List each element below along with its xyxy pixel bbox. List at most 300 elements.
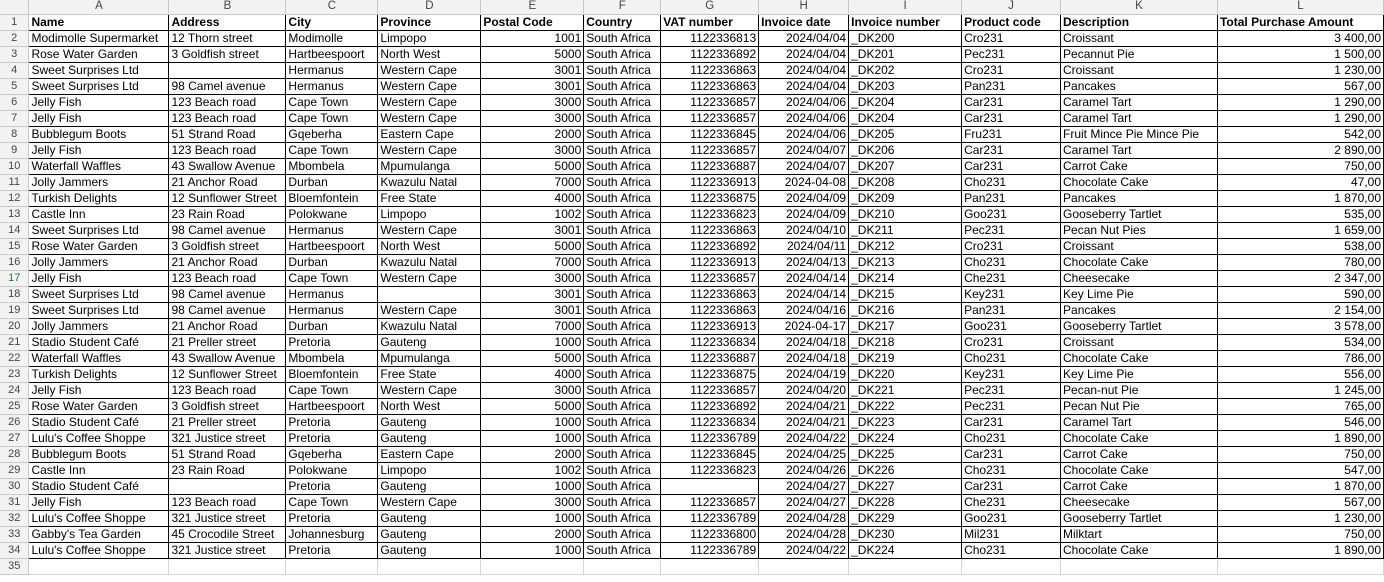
table-cell[interactable]: Kwazulu Natal (378, 254, 481, 270)
table-cell[interactable]: 45 Crocodile Street (169, 526, 286, 542)
table-cell[interactable]: Bloemfontein (286, 366, 378, 382)
table-cell[interactable]: Bubblegum Boots (29, 126, 169, 142)
table-cell[interactable]: 1122336875 (661, 190, 759, 206)
table-cell[interactable] (378, 558, 481, 574)
table-cell[interactable]: _DK211 (849, 222, 962, 238)
table-cell[interactable]: Cheesecake (1061, 494, 1218, 510)
table-cell[interactable]: _DK218 (849, 334, 962, 350)
table-cell[interactable]: Hermanus (286, 78, 378, 94)
table-cell[interactable]: Chocolate Cake (1061, 462, 1218, 478)
row-header[interactable]: 23 (0, 366, 29, 382)
table-cell[interactable]: South Africa (584, 62, 661, 78)
table-cell[interactable] (661, 478, 759, 494)
header-cell[interactable]: VAT number (661, 14, 759, 30)
row-header[interactable]: 6 (0, 94, 29, 110)
table-cell[interactable]: South Africa (584, 302, 661, 318)
table-cell[interactable]: 12 Sunflower Street (169, 190, 286, 206)
table-cell[interactable]: Durban (286, 174, 378, 190)
table-cell[interactable]: 2000 (481, 526, 584, 542)
table-cell[interactable]: Lulu's Coffee Shoppe (29, 510, 169, 526)
table-cell[interactable]: 2 154,00 (1217, 302, 1383, 318)
row-header[interactable]: 35 (0, 558, 29, 574)
table-cell[interactable]: Caramel Tart (1061, 414, 1218, 430)
table-cell[interactable]: Pretoria (286, 430, 378, 446)
table-cell[interactable]: North West (378, 398, 481, 414)
table-cell[interactable]: 321 Justice street (169, 510, 286, 526)
table-cell[interactable]: Pretoria (286, 478, 378, 494)
table-cell[interactable]: 590,00 (1217, 286, 1383, 302)
table-cell[interactable]: South Africa (584, 94, 661, 110)
table-cell[interactable]: 2024/04/09 (759, 206, 849, 222)
table-cell[interactable]: 1 870,00 (1217, 478, 1383, 494)
header-cell[interactable]: Invoice number (849, 14, 962, 30)
table-cell[interactable]: 535,00 (1217, 206, 1383, 222)
table-cell[interactable]: Che231 (962, 494, 1061, 510)
table-cell[interactable]: 1001 (481, 30, 584, 46)
table-cell[interactable]: 2024/04/26 (759, 462, 849, 478)
table-cell[interactable]: Polokwane (286, 462, 378, 478)
table-cell[interactable]: 1122336892 (661, 238, 759, 254)
column-header-l[interactable]: L (1217, 0, 1383, 14)
column-header-j[interactable]: J (962, 0, 1061, 14)
table-cell[interactable]: _DK208 (849, 174, 962, 190)
table-cell[interactable]: Cho231 (962, 542, 1061, 558)
table-cell[interactable]: Jolly Jammers (29, 174, 169, 190)
table-cell[interactable]: Key231 (962, 366, 1061, 382)
table-cell[interactable]: 21 Anchor Road (169, 174, 286, 190)
table-cell[interactable]: Gooseberry Tartlet (1061, 206, 1218, 222)
table-cell[interactable]: Rose Water Garden (29, 46, 169, 62)
table-cell[interactable]: Gqeberha (286, 446, 378, 462)
table-cell[interactable]: _DK222 (849, 398, 962, 414)
table-cell[interactable] (29, 558, 169, 574)
table-cell[interactable] (759, 558, 849, 574)
table-cell[interactable]: Cheesecake (1061, 270, 1218, 286)
table-cell[interactable]: Gauteng (378, 334, 481, 350)
table-cell[interactable]: 1 500,00 (1217, 46, 1383, 62)
table-cell[interactable]: _DK219 (849, 350, 962, 366)
table-cell[interactable]: 5000 (481, 46, 584, 62)
row-header[interactable]: 28 (0, 446, 29, 462)
row-header[interactable]: 8 (0, 126, 29, 142)
table-cell[interactable]: Chocolate Cake (1061, 350, 1218, 366)
table-cell[interactable]: South Africa (584, 366, 661, 382)
column-header-f[interactable]: F (584, 0, 661, 14)
table-cell[interactable]: Gabby's Tea Garden (29, 526, 169, 542)
table-cell[interactable]: 1122336875 (661, 366, 759, 382)
table-cell[interactable]: Mil231 (962, 526, 1061, 542)
table-cell[interactable]: 3 Goldfish street (169, 238, 286, 254)
table-cell[interactable]: Fruit Mince Pie Mince Pie (1061, 126, 1218, 142)
table-cell[interactable]: 2024/04/14 (759, 286, 849, 302)
table-cell[interactable]: Lulu's Coffee Shoppe (29, 430, 169, 446)
table-cell[interactable]: South Africa (584, 494, 661, 510)
table-cell[interactable]: 1122336913 (661, 254, 759, 270)
table-cell[interactable]: Western Cape (378, 270, 481, 286)
table-cell[interactable]: Hartbeespoort (286, 398, 378, 414)
table-cell[interactable]: Gauteng (378, 510, 481, 526)
table-cell[interactable]: Lulu's Coffee Shoppe (29, 542, 169, 558)
table-cell[interactable]: Gauteng (378, 478, 481, 494)
table-cell[interactable]: Pec231 (962, 398, 1061, 414)
select-all-corner[interactable] (0, 0, 29, 14)
table-cell[interactable]: 4000 (481, 190, 584, 206)
table-cell[interactable]: Hermanus (286, 286, 378, 302)
table-cell[interactable]: Key Lime Pie (1061, 366, 1218, 382)
table-cell[interactable]: 3000 (481, 142, 584, 158)
table-cell[interactable]: 1 245,00 (1217, 382, 1383, 398)
table-cell[interactable]: Castle Inn (29, 462, 169, 478)
table-cell[interactable]: Western Cape (378, 94, 481, 110)
table-cell[interactable]: Western Cape (378, 142, 481, 158)
table-cell[interactable]: South Africa (584, 46, 661, 62)
table-cell[interactable]: South Africa (584, 270, 661, 286)
table-cell[interactable]: _DK203 (849, 78, 962, 94)
table-cell[interactable]: Caramel Tart (1061, 110, 1218, 126)
table-cell[interactable]: 1000 (481, 478, 584, 494)
table-cell[interactable]: 1 890,00 (1217, 430, 1383, 446)
table-cell[interactable]: Turkish Delights (29, 190, 169, 206)
table-cell[interactable]: _DK216 (849, 302, 962, 318)
table-cell[interactable]: 3001 (481, 62, 584, 78)
table-cell[interactable]: Western Cape (378, 382, 481, 398)
table-cell[interactable]: 1122336823 (661, 206, 759, 222)
table-cell[interactable]: Jelly Fish (29, 110, 169, 126)
table-cell[interactable]: Hermanus (286, 62, 378, 78)
table-cell[interactable]: Gauteng (378, 414, 481, 430)
table-cell[interactable]: _DK212 (849, 238, 962, 254)
row-header[interactable]: 14 (0, 222, 29, 238)
row-header[interactable]: 19 (0, 302, 29, 318)
table-cell[interactable] (962, 558, 1061, 574)
table-cell[interactable]: 1 290,00 (1217, 110, 1383, 126)
table-cell[interactable]: 5000 (481, 350, 584, 366)
table-cell[interactable]: Limpopo (378, 206, 481, 222)
row-header[interactable]: 3 (0, 46, 29, 62)
row-header[interactable]: 34 (0, 542, 29, 558)
table-cell[interactable]: Jelly Fish (29, 142, 169, 158)
table-cell[interactable] (378, 286, 481, 302)
row-header[interactable]: 12 (0, 190, 29, 206)
table-cell[interactable]: _DK204 (849, 110, 962, 126)
table-cell[interactable]: Pecannut Pie (1061, 46, 1218, 62)
table-cell[interactable]: 51 Strand Road (169, 126, 286, 142)
table-cell[interactable]: _DK213 (849, 254, 962, 270)
table-cell[interactable]: 1000 (481, 510, 584, 526)
header-cell[interactable]: Description (1061, 14, 1218, 30)
table-cell[interactable]: 1122336823 (661, 462, 759, 478)
table-cell[interactable]: 1 290,00 (1217, 94, 1383, 110)
table-cell[interactable]: South Africa (584, 462, 661, 478)
table-cell[interactable]: _DK207 (849, 158, 962, 174)
table-cell[interactable]: 1000 (481, 414, 584, 430)
column-header-g[interactable]: G (661, 0, 759, 14)
table-cell[interactable]: 2024/04/18 (759, 350, 849, 366)
row-header[interactable]: 18 (0, 286, 29, 302)
table-cell[interactable]: _DK200 (849, 30, 962, 46)
column-header-d[interactable]: D (378, 0, 481, 14)
table-cell[interactable] (286, 558, 378, 574)
table-cell[interactable]: 2024/04/21 (759, 414, 849, 430)
row-header[interactable]: 22 (0, 350, 29, 366)
table-cell[interactable]: Eastern Cape (378, 446, 481, 462)
table-cell[interactable]: Car231 (962, 414, 1061, 430)
table-cell[interactable]: 2024/04/21 (759, 398, 849, 414)
table-cell[interactable]: Chocolate Cake (1061, 430, 1218, 446)
row-header[interactable]: 10 (0, 158, 29, 174)
table-cell[interactable]: 750,00 (1217, 158, 1383, 174)
row-header[interactable]: 7 (0, 110, 29, 126)
table-cell[interactable]: Mbombela (286, 350, 378, 366)
row-header[interactable]: 2 (0, 30, 29, 46)
header-cell[interactable]: Name (29, 14, 169, 30)
table-cell[interactable]: 2024/04/06 (759, 94, 849, 110)
table-cell[interactable]: 1122336892 (661, 398, 759, 414)
row-header[interactable]: 21 (0, 334, 29, 350)
row-header[interactable]: 20 (0, 318, 29, 334)
row-header[interactable]: 32 (0, 510, 29, 526)
table-cell[interactable]: 2024/04/19 (759, 366, 849, 382)
table-cell[interactable]: Pan231 (962, 302, 1061, 318)
table-cell[interactable]: Hermanus (286, 302, 378, 318)
table-cell[interactable]: 786,00 (1217, 350, 1383, 366)
row-header[interactable]: 11 (0, 174, 29, 190)
row-header[interactable]: 1 (0, 14, 29, 30)
table-cell[interactable]: 2024/04/25 (759, 446, 849, 462)
table-cell[interactable]: 123 Beach road (169, 494, 286, 510)
table-cell[interactable]: Croissant (1061, 30, 1218, 46)
table-cell[interactable] (1217, 558, 1383, 574)
table-cell[interactable]: 2024/04/09 (759, 190, 849, 206)
table-cell[interactable]: South Africa (584, 30, 661, 46)
table-cell[interactable]: 2024/04/04 (759, 30, 849, 46)
table-cell[interactable]: 43 Swallow Avenue (169, 158, 286, 174)
row-header[interactable]: 26 (0, 414, 29, 430)
row-header[interactable]: 30 (0, 478, 29, 494)
table-cell[interactable]: South Africa (584, 142, 661, 158)
table-cell[interactable]: Limpopo (378, 462, 481, 478)
table-cell[interactable]: 98 Camel avenue (169, 302, 286, 318)
table-cell[interactable]: 2024/04/18 (759, 334, 849, 350)
table-cell[interactable]: Pec231 (962, 46, 1061, 62)
table-cell[interactable]: 3000 (481, 110, 584, 126)
table-cell[interactable]: 123 Beach road (169, 270, 286, 286)
table-cell[interactable]: Carrot Cake (1061, 446, 1218, 462)
table-cell[interactable]: 556,00 (1217, 366, 1383, 382)
table-cell[interactable]: 123 Beach road (169, 94, 286, 110)
table-cell[interactable]: 1002 (481, 462, 584, 478)
table-cell[interactable]: Pretoria (286, 334, 378, 350)
table-cell[interactable]: South Africa (584, 526, 661, 542)
table-cell[interactable]: Jolly Jammers (29, 318, 169, 334)
table-cell[interactable]: South Africa (584, 334, 661, 350)
table-cell[interactable]: Pancakes (1061, 190, 1218, 206)
table-cell[interactable]: 1000 (481, 334, 584, 350)
table-cell[interactable]: Pecan-nut Pie (1061, 382, 1218, 398)
row-header[interactable]: 29 (0, 462, 29, 478)
table-cell[interactable]: Car231 (962, 446, 1061, 462)
table-cell[interactable]: Limpopo (378, 30, 481, 46)
table-cell[interactable] (661, 558, 759, 574)
table-cell[interactable]: 1122336789 (661, 430, 759, 446)
table-cell[interactable]: Castle Inn (29, 206, 169, 222)
table-cell[interactable]: Modimolle (286, 30, 378, 46)
table-cell[interactable]: Goo231 (962, 510, 1061, 526)
column-header-a[interactable]: A (29, 0, 169, 14)
table-cell[interactable]: Western Cape (378, 110, 481, 126)
table-cell[interactable]: 1122336913 (661, 318, 759, 334)
table-cell[interactable]: Pretoria (286, 542, 378, 558)
table-cell[interactable]: South Africa (584, 446, 661, 462)
row-header[interactable]: 24 (0, 382, 29, 398)
table-cell[interactable]: 1002 (481, 206, 584, 222)
table-cell[interactable]: 23 Rain Road (169, 462, 286, 478)
table-cell[interactable]: South Africa (584, 174, 661, 190)
table-cell[interactable]: Pan231 (962, 190, 1061, 206)
table-cell[interactable]: 542,00 (1217, 126, 1383, 142)
table-cell[interactable]: _DK230 (849, 526, 962, 542)
table-cell[interactable]: 123 Beach road (169, 142, 286, 158)
table-cell[interactable]: Free State (378, 366, 481, 382)
table-cell[interactable]: 3000 (481, 382, 584, 398)
column-header-h[interactable]: H (759, 0, 849, 14)
table-cell[interactable]: 1122336857 (661, 110, 759, 126)
table-cell[interactable]: Pecan Nut Pie (1061, 398, 1218, 414)
table-cell[interactable]: Gqeberha (286, 126, 378, 142)
row-header[interactable]: 4 (0, 62, 29, 78)
table-cell[interactable]: Goo231 (962, 318, 1061, 334)
table-cell[interactable]: Durban (286, 318, 378, 334)
table-cell[interactable]: Gooseberry Tartlet (1061, 510, 1218, 526)
table-cell[interactable]: 2024/04/16 (759, 302, 849, 318)
table-cell[interactable]: Jelly Fish (29, 94, 169, 110)
table-cell[interactable]: 2024/04/06 (759, 126, 849, 142)
table-cell[interactable]: Stadio Student Café (29, 478, 169, 494)
table-cell[interactable]: Key Lime Pie (1061, 286, 1218, 302)
table-cell[interactable]: Bloemfontein (286, 190, 378, 206)
table-cell[interactable]: South Africa (584, 78, 661, 94)
table-cell[interactable]: Waterfall Waffles (29, 158, 169, 174)
table-cell[interactable]: 2024/04/28 (759, 510, 849, 526)
table-cell[interactable]: Pancakes (1061, 78, 1218, 94)
table-cell[interactable]: 4000 (481, 366, 584, 382)
table-cell[interactable]: 1 230,00 (1217, 62, 1383, 78)
table-cell[interactable]: 47,00 (1217, 174, 1383, 190)
table-cell[interactable]: 2000 (481, 446, 584, 462)
table-cell[interactable]: 21 Preller street (169, 334, 286, 350)
table-cell[interactable]: 3000 (481, 94, 584, 110)
row-header[interactable]: 5 (0, 78, 29, 94)
column-header-i[interactable]: I (849, 0, 962, 14)
table-cell[interactable]: 1000 (481, 542, 584, 558)
table-cell[interactable]: Cho231 (962, 254, 1061, 270)
table-cell[interactable]: 765,00 (1217, 398, 1383, 414)
table-cell[interactable]: South Africa (584, 238, 661, 254)
table-cell[interactable]: 2024/04/22 (759, 542, 849, 558)
table-cell[interactable]: Chocolate Cake (1061, 174, 1218, 190)
table-cell[interactable]: 1122336789 (661, 510, 759, 526)
table-cell[interactable]: 1122336863 (661, 222, 759, 238)
table-cell[interactable]: Hermanus (286, 222, 378, 238)
table-cell[interactable]: Croissant (1061, 334, 1218, 350)
table-cell[interactable]: Cape Town (286, 270, 378, 286)
table-cell[interactable]: Jelly Fish (29, 270, 169, 286)
table-cell[interactable]: 1122336845 (661, 446, 759, 462)
table-cell[interactable]: 780,00 (1217, 254, 1383, 270)
table-cell[interactable]: Free State (378, 190, 481, 206)
table-cell[interactable]: Kwazulu Natal (378, 174, 481, 190)
table-cell[interactable] (481, 558, 584, 574)
table-cell[interactable]: 1122336892 (661, 46, 759, 62)
row-header[interactable]: 9 (0, 142, 29, 158)
table-cell[interactable]: Pecan Nut Pies (1061, 222, 1218, 238)
table-cell[interactable]: Sweet Surprises Ltd (29, 222, 169, 238)
table-cell[interactable]: Caramel Tart (1061, 94, 1218, 110)
row-header[interactable]: 16 (0, 254, 29, 270)
table-cell[interactable]: Caramel Tart (1061, 142, 1218, 158)
table-cell[interactable] (169, 478, 286, 494)
column-header-c[interactable]: C (286, 0, 378, 14)
table-cell[interactable]: 538,00 (1217, 238, 1383, 254)
table-cell[interactable]: Cho231 (962, 462, 1061, 478)
table-cell[interactable]: 2024/04/04 (759, 46, 849, 62)
table-cell[interactable]: 3001 (481, 222, 584, 238)
table-cell[interactable]: 2024-04-17 (759, 318, 849, 334)
table-cell[interactable]: 3001 (481, 78, 584, 94)
table-cell[interactable]: _DK221 (849, 382, 962, 398)
table-cell[interactable]: Car231 (962, 478, 1061, 494)
table-cell[interactable]: 2024/04/10 (759, 222, 849, 238)
table-cell[interactable]: _DK214 (849, 270, 962, 286)
table-cell[interactable]: Goo231 (962, 206, 1061, 222)
table-cell[interactable]: 1122336789 (661, 542, 759, 558)
table-cell[interactable]: 21 Anchor Road (169, 318, 286, 334)
table-cell[interactable]: Car231 (962, 110, 1061, 126)
table-cell[interactable]: Waterfall Waffles (29, 350, 169, 366)
table-cell[interactable]: 547,00 (1217, 462, 1383, 478)
table-cell[interactable]: _DK201 (849, 46, 962, 62)
table-cell[interactable]: 2024/04/14 (759, 270, 849, 286)
table-cell[interactable]: _DK229 (849, 510, 962, 526)
table-cell[interactable]: Gooseberry Tartlet (1061, 318, 1218, 334)
table-cell[interactable]: _DK206 (849, 142, 962, 158)
table-cell[interactable]: 2024/04/20 (759, 382, 849, 398)
table-cell[interactable]: _DK217 (849, 318, 962, 334)
table-cell[interactable]: Cape Town (286, 494, 378, 510)
table-cell[interactable]: South Africa (584, 126, 661, 142)
table-cell[interactable]: 567,00 (1217, 494, 1383, 510)
table-cell[interactable]: Carrot Cake (1061, 158, 1218, 174)
table-cell[interactable]: 3 578,00 (1217, 318, 1383, 334)
table-cell[interactable]: 1 659,00 (1217, 222, 1383, 238)
table-cell[interactable]: Stadio Student Café (29, 334, 169, 350)
table-cell[interactable]: _DK225 (849, 446, 962, 462)
header-cell[interactable]: Address (169, 14, 286, 30)
table-cell[interactable]: Sweet Surprises Ltd (29, 286, 169, 302)
table-cell[interactable]: Rose Water Garden (29, 238, 169, 254)
table-cell[interactable]: 1122336863 (661, 286, 759, 302)
table-cell[interactable]: Sweet Surprises Ltd (29, 78, 169, 94)
table-cell[interactable]: Milktart (1061, 526, 1218, 542)
table-cell[interactable]: _DK223 (849, 414, 962, 430)
row-header[interactable]: 17 (0, 270, 29, 286)
table-cell[interactable]: 321 Justice street (169, 542, 286, 558)
table-cell[interactable]: South Africa (584, 190, 661, 206)
table-cell[interactable]: 1 870,00 (1217, 190, 1383, 206)
table-cell[interactable]: 546,00 (1217, 414, 1383, 430)
table-cell[interactable]: 2024/04/13 (759, 254, 849, 270)
table-cell[interactable] (169, 62, 286, 78)
